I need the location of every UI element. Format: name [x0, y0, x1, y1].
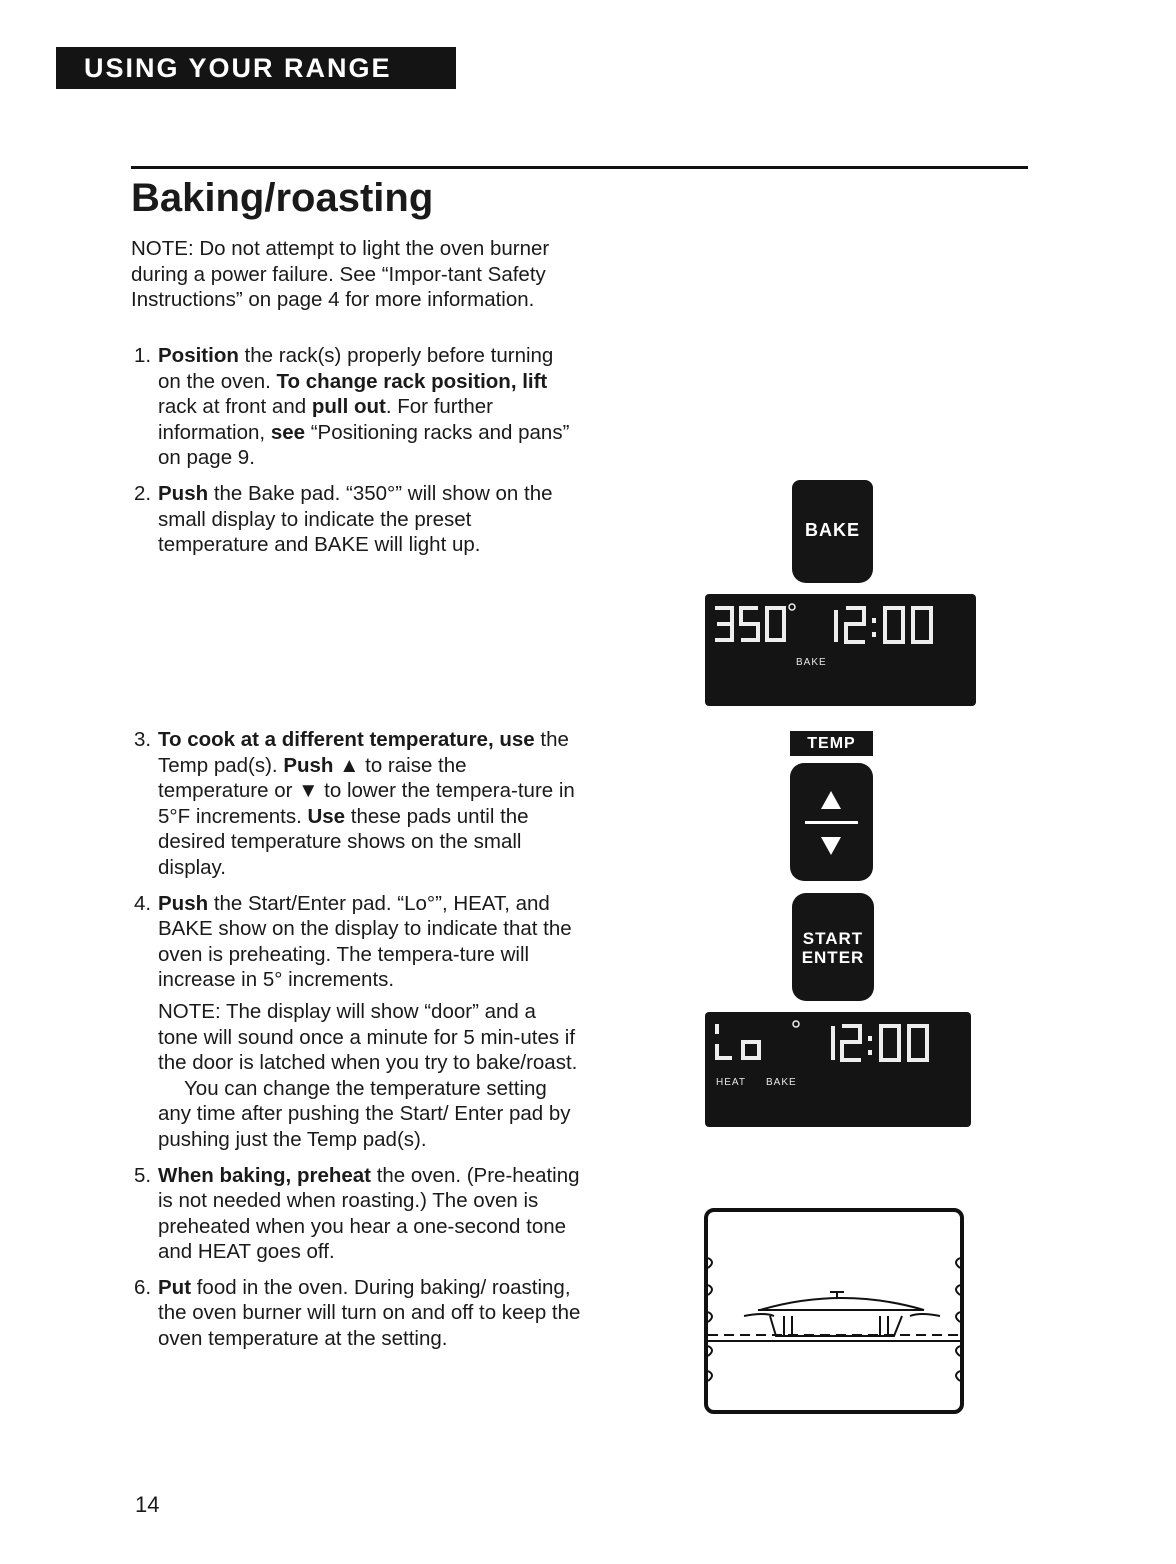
temp-label: TEMP [790, 731, 873, 756]
step-text [158, 892, 572, 992]
step-number: 5. [134, 1163, 152, 1187]
note-label: NOTE: [131, 237, 194, 260]
text: . For further information, [158, 395, 493, 444]
steps-list-bottom [131, 727, 581, 1362]
bake-pad[interactable] [792, 480, 873, 583]
note-label: NOTE: [158, 999, 221, 1023]
triangle-down-icon [821, 837, 841, 855]
text: these pads until the desired temperature shows on the small display. [158, 804, 529, 879]
text: the Temp pad(s). [158, 728, 569, 777]
display-350 [705, 594, 976, 706]
bold-text: Put [158, 1275, 192, 1299]
display-bake-indicator: BAKE [796, 657, 827, 668]
segment-digits [705, 594, 976, 706]
step-3 [131, 727, 581, 881]
step-text [158, 728, 575, 879]
step-4-note [158, 999, 581, 1076]
text: the oven. (Pre-heating is not needed when roasting.) The oven is preheated when you hear a one-second tone and HEAT goes off. [158, 1163, 580, 1264]
step-number: 2. [134, 481, 152, 505]
step-text [158, 344, 569, 469]
text: “Positioning racks and pans” on page 9. [158, 420, 570, 470]
text: to raise the temperature or [158, 753, 467, 803]
bold-text: When baking, preheat [158, 1163, 371, 1187]
bake-pad-label: BAKE [804, 520, 860, 540]
display-heat-indicator: HEAT [716, 1077, 746, 1088]
text: the rack(s) properly before turning on the oven. [158, 344, 554, 393]
step-number: 6. [134, 1275, 152, 1299]
bold-text: see [270, 420, 306, 444]
bold-text: To change rack position, lift [276, 369, 548, 393]
enter-label: ENTER [801, 948, 865, 967]
note-text: The display will show “door” and a tone will sound once a minute for 5 min-utes if the door is latched when you try to bake/roast. [158, 999, 578, 1075]
text: the Bake pad. “350°” will show on the small display to indicate the preset temperature and BAKE will light up. [158, 481, 553, 557]
note-text: Do not attempt to light the oven burner during a power failure. See “Impor-tant Safety Instructions” on page 4 for more information. [131, 237, 550, 312]
bold-text: Position [158, 344, 239, 367]
title-rule [131, 166, 1028, 169]
step-text [158, 1276, 580, 1350]
step-text [158, 1164, 580, 1264]
bold-text: pull out [311, 395, 386, 419]
step-text [158, 482, 553, 556]
step-5 [131, 1163, 581, 1265]
step-1 [131, 343, 581, 471]
display-bake-indicator: BAKE [766, 1077, 797, 1088]
oven-interior-illustration [704, 1208, 966, 1416]
start-enter-pad[interactable] [792, 893, 874, 1001]
text: to lower the tempera-ture in 5°F increments. [158, 779, 575, 828]
bold-text: ▼ [298, 779, 319, 803]
step-4-extra: You can change the temperature setting any time after pushing the Start/ Enter pad by pushing just the Temp pad(s). [158, 1076, 571, 1151]
temp-pad[interactable] [790, 763, 873, 881]
step-number: 4. [134, 891, 152, 915]
steps-list-top [131, 343, 581, 568]
bold-text: Push ▲ [283, 753, 360, 777]
page-number: 14 [135, 1492, 160, 1517]
bold-text: Use [307, 804, 346, 828]
segment-digits [705, 1012, 971, 1127]
temp-divider [805, 821, 858, 824]
step-2 [131, 481, 581, 558]
intro-note [131, 236, 581, 313]
text: food in the oven. During baking/ roasting, the oven burner will turn on and off to keep the oven temperature at the setting. [158, 1275, 581, 1351]
step-4 [131, 891, 581, 1153]
display-lo [705, 1012, 971, 1127]
start-label: START [802, 929, 864, 948]
text: rack at front and [158, 395, 312, 419]
bold-text: Push [158, 891, 209, 915]
step-6 [131, 1275, 581, 1352]
step-number: 1. [134, 344, 152, 367]
bold-text: To cook at a different temperature, use [158, 728, 535, 751]
bold-text: Push [158, 481, 209, 505]
temp-arrows [790, 763, 873, 881]
step-number: 3. [134, 728, 152, 751]
triangle-up-icon [821, 791, 841, 809]
text: the Start/Enter pad. “Lo°”, HEAT, and BAKE show on the display to indicate that the oven is preheating. The tempera-ture will increase in 5° increments. [158, 891, 572, 992]
section-tab: USING YOUR RANGE [56, 47, 456, 89]
page-title: Baking/roasting [131, 176, 434, 220]
